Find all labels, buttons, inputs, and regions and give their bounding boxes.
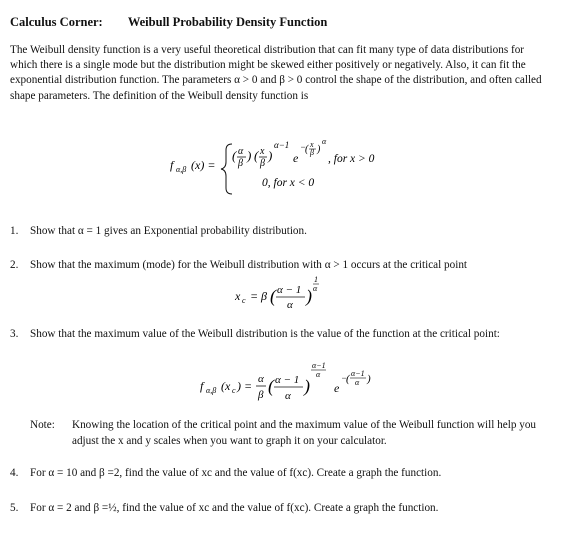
corner-label: Calculus Corner: <box>10 15 103 29</box>
svg-text:β: β <box>310 148 314 157</box>
svg-text:α: α <box>287 299 293 311</box>
svg-text:α: α <box>355 378 360 387</box>
svg-text:α: α <box>322 138 327 146</box>
svg-text:α: α <box>316 370 321 379</box>
svg-text:α: α <box>313 284 318 293</box>
case1-condition: , for x > 0 <box>328 153 375 165</box>
item-number: 5. <box>10 502 19 514</box>
note-text: Knowing the location of the critical point and the maximum value of the Weibull function will help you adjust the x and y scales when you want to graph it on your calculator. <box>72 419 537 447</box>
weibull-pdf-formula <box>168 138 508 202</box>
item-text: Show that the maximum (mode) for the Weibull distribution with α > 1 occurs at the critical point <box>30 259 468 271</box>
svg-text:α−1: α−1 <box>274 140 290 150</box>
svg-text:1: 1 <box>314 276 318 284</box>
svg-text:(x) =: (x) = <box>191 158 216 172</box>
svg-text:f: f <box>200 379 204 393</box>
svg-text:): ) <box>247 148 252 163</box>
svg-text:c: c <box>242 296 246 305</box>
item-text: For α = 10 and β =2, find the value of xc and the value of f(xc). Create a graph the function. <box>30 467 442 479</box>
svg-text:): ) <box>306 286 312 306</box>
svg-text:(x: (x <box>221 379 231 393</box>
svg-text:f: f <box>170 158 174 172</box>
list-item-4 <box>10 466 555 481</box>
svg-text:−: − <box>341 373 348 383</box>
svg-text:(: ( <box>268 376 274 396</box>
svg-text:x: x <box>235 289 241 303</box>
svg-text:): ) <box>268 148 273 163</box>
svg-text:β: β <box>261 289 267 303</box>
svg-text:c: c <box>232 386 236 395</box>
item-text: For α = 2 and β =½, find the value of xc and the value of f(xc). Create a graph the function. <box>30 502 439 514</box>
svg-text:α − 1: α − 1 <box>277 284 302 296</box>
item-text: Show that the maximum value of the Weibull distribution is the value of the function at the critical point: <box>30 328 500 340</box>
item-text: Show that α = 1 gives an Exponential probability distribution. <box>30 225 307 237</box>
svg-text:(: ( <box>305 144 309 155</box>
svg-text:): ) <box>304 376 310 396</box>
svg-text:α−1: α−1 <box>351 369 365 378</box>
item-number: 4. <box>10 467 19 479</box>
list-item-2 <box>10 258 555 273</box>
svg-text:x: x <box>310 140 314 149</box>
note-label: Note: <box>30 419 55 431</box>
item-number: 2. <box>10 259 19 271</box>
list-item-5 <box>10 501 555 516</box>
max-value-svg <box>198 360 398 408</box>
weibull-pdf-svg <box>168 138 508 198</box>
svg-text:(: ( <box>270 286 276 306</box>
list-item-3 <box>10 327 555 342</box>
svg-text:β: β <box>238 158 243 169</box>
item-number: 1. <box>10 225 19 237</box>
item-number: 3. <box>10 328 19 340</box>
svg-text:e: e <box>293 151 299 165</box>
case2-expression: 0, for x < 0 <box>262 177 315 189</box>
critical-point-formula <box>233 276 373 318</box>
svg-text:β: β <box>260 158 265 169</box>
svg-text:): ) <box>367 373 371 385</box>
critical-point-svg <box>233 276 373 314</box>
svg-text:(: ( <box>254 148 259 163</box>
svg-text:x: x <box>260 146 265 157</box>
svg-text:α,β: α,β <box>206 386 217 395</box>
max-value-formula <box>198 360 398 412</box>
page-title: Weibull Probability Density Function <box>127 15 328 29</box>
intro-paragraph: The Weibull density function is a very useful theoretical distribution that can fit many type of data distributions for which there is a single mode but the distribution might be skewed either positively or negatively. Also, it can fit the exponential distribution function. The parameters α > 0 and β > 0 control the shape of the distribution, and often called shape parameters. The definition of the Weibull density function is <box>10 44 542 102</box>
list-item-1 <box>10 224 555 239</box>
svg-text:α − 1: α − 1 <box>275 374 300 386</box>
svg-text:β: β <box>258 389 264 401</box>
svg-text:): ) <box>317 144 321 155</box>
svg-text:(: ( <box>232 148 237 163</box>
svg-text:−: − <box>300 142 307 152</box>
svg-text:=: = <box>250 289 259 303</box>
svg-text:) =: ) = <box>237 379 253 393</box>
svg-text:α−1: α−1 <box>312 361 326 370</box>
svg-text:e: e <box>334 381 340 395</box>
header <box>10 15 327 30</box>
svg-text:α: α <box>238 146 244 157</box>
svg-text:α: α <box>285 390 291 402</box>
svg-text:α,β: α,β <box>176 165 187 174</box>
svg-text:(: ( <box>346 373 350 385</box>
svg-text:α: α <box>258 373 264 385</box>
